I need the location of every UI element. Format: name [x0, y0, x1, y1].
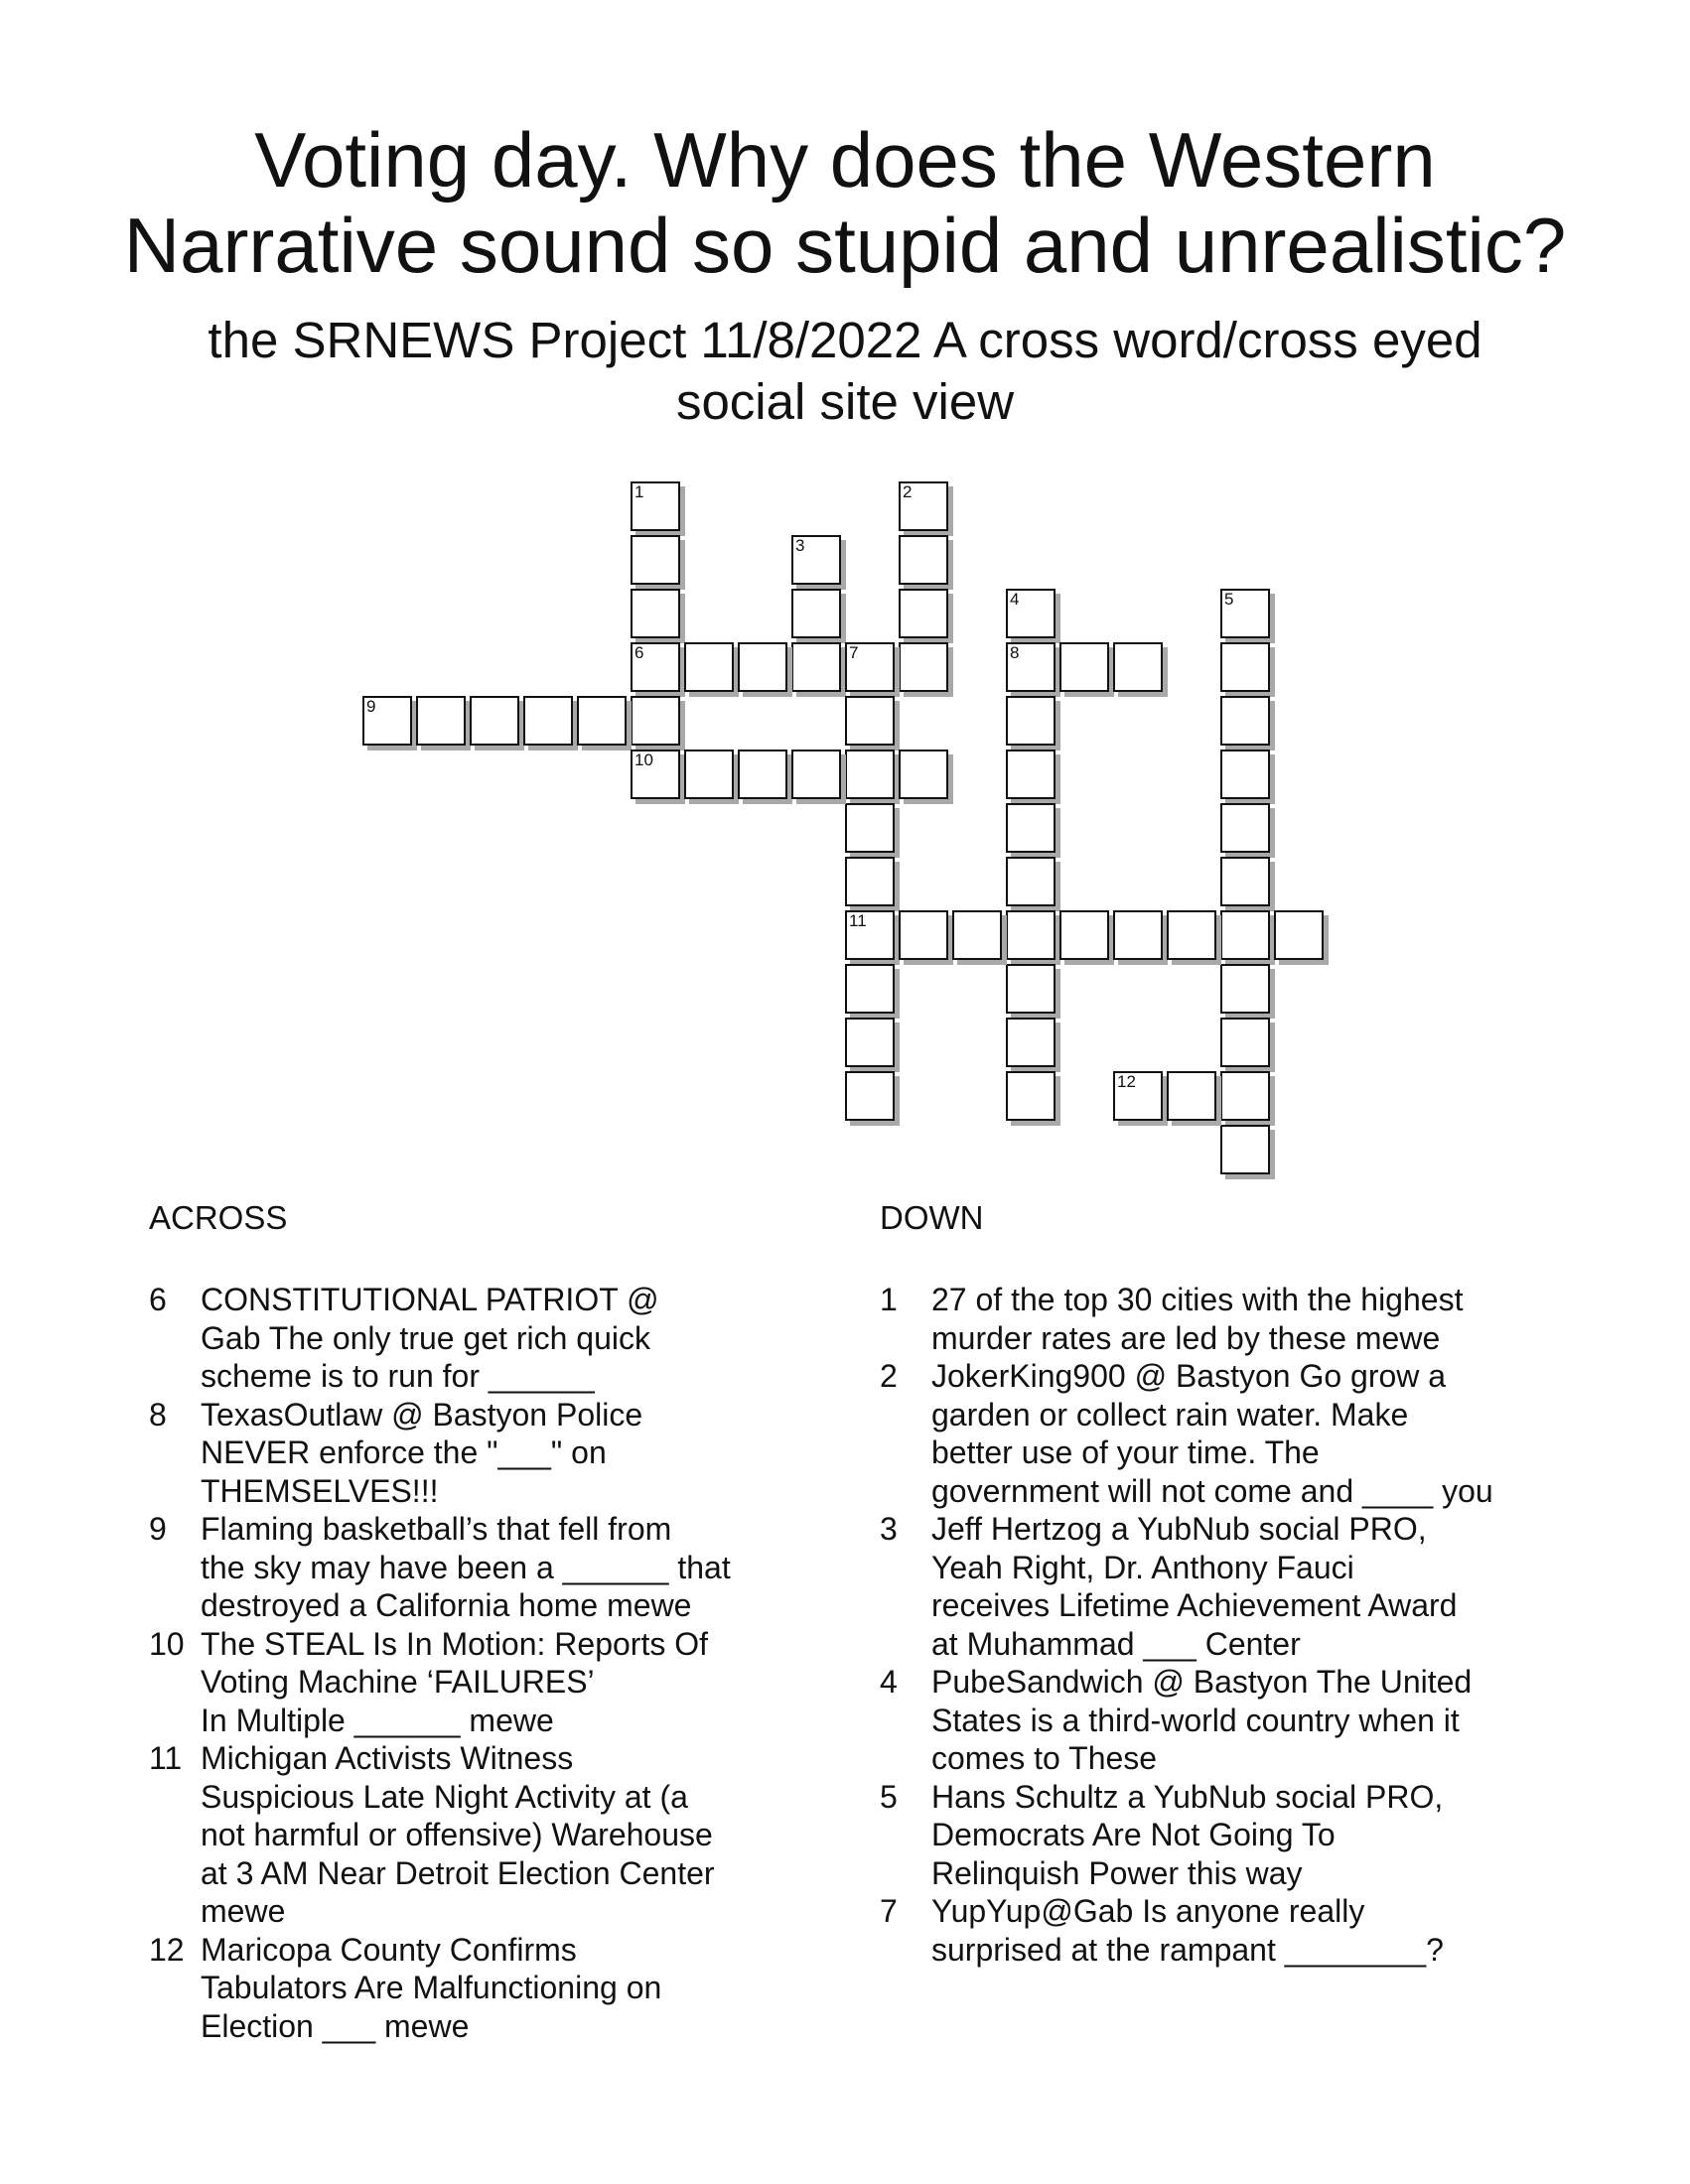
grid-cell[interactable] [1167, 1071, 1216, 1121]
clue-text-line: mewe [201, 1893, 286, 1929]
grid-cell[interactable] [791, 589, 841, 638]
clue-number: 5 [1224, 590, 1234, 609]
grid-cell[interactable] [684, 642, 734, 692]
clue-number: 11 [849, 911, 867, 930]
grid-cell[interactable] [845, 696, 895, 746]
down-clue [880, 1663, 1493, 1778]
grid-cell[interactable] [577, 696, 627, 746]
grid-cell[interactable] [1113, 910, 1163, 960]
grid-cell[interactable] [470, 696, 519, 746]
clue-number: 2 [903, 482, 913, 501]
clue-number: 6 [149, 1282, 167, 1317]
grid-cell[interactable] [1220, 1018, 1270, 1067]
clue-number: 11 [149, 1740, 183, 1776]
grid-cell[interactable] [738, 750, 787, 799]
grid-cell[interactable] [1006, 750, 1056, 799]
grid-cell[interactable] [899, 750, 948, 799]
grid-cell[interactable] [791, 750, 841, 799]
down-clue [880, 1281, 1493, 1357]
clue-number: 1 [634, 482, 644, 501]
clue-number: 7 [880, 1893, 898, 1929]
clue-number: 12 [149, 1931, 185, 1968]
down-clue-list [880, 1281, 1493, 1969]
title-line-2: Narrative sound so stupid and unrealistic? [123, 202, 1567, 289]
grid-cell[interactable] [952, 910, 1002, 960]
clue-text-line: garden or collect rain water. Make [931, 1396, 1409, 1433]
clue-text-line: destroyed a California home mewe [201, 1587, 692, 1623]
grid-cell[interactable] [1220, 642, 1270, 692]
grid-cell[interactable] [631, 696, 680, 746]
clue-text-line: Maricopa County Confirms [201, 1931, 577, 1968]
grid-cell[interactable] [791, 535, 841, 585]
clue-number: 12 [1117, 1072, 1136, 1091]
grid-cell[interactable] [1006, 589, 1056, 638]
grid-cell[interactable] [845, 964, 895, 1014]
grid-cell[interactable] [631, 750, 680, 799]
clue-number: 8 [149, 1396, 167, 1433]
across-clue [149, 1281, 731, 1396]
grid-cell[interactable] [1113, 1071, 1163, 1121]
grid-cell[interactable] [523, 696, 573, 746]
clue-text-line: PubeSandwich @ Bastyon The United [931, 1664, 1473, 1700]
clue-number: 7 [849, 643, 859, 662]
grid-cell[interactable] [845, 642, 895, 692]
clue-text-line: surprised at the rampant ________? [931, 1931, 1444, 1968]
clue-text-line: government will not come and ____ you [931, 1472, 1493, 1509]
grid-cell[interactable] [1220, 696, 1270, 746]
grid-cell[interactable] [1220, 910, 1270, 960]
clue-number: 9 [366, 697, 376, 716]
clue-text-line: Voting Machine ‘FAILURES’ [201, 1664, 595, 1700]
grid-cell[interactable] [1059, 910, 1109, 960]
grid-cell[interactable] [845, 803, 895, 853]
grid-cell[interactable] [1006, 803, 1056, 853]
grid-cell[interactable] [899, 481, 948, 531]
grid-cell[interactable] [1274, 910, 1324, 960]
grid-cell[interactable] [899, 589, 948, 638]
clue-text-line: 27 of the top 30 cities with the highest [931, 1282, 1464, 1317]
clue-number: 4 [1010, 590, 1020, 609]
grid-cell[interactable] [1006, 642, 1056, 692]
clue-text-line: not harmful or offensive) Warehouse [201, 1817, 713, 1852]
down-clue [880, 1357, 1493, 1510]
clue-text-line: receives Lifetime Achievement Award [931, 1587, 1458, 1623]
grid-cell[interactable] [631, 589, 680, 638]
clue-text-line: Tabulators Are Malfunctioning on [201, 1970, 662, 2005]
grid-cell[interactable] [1006, 964, 1056, 1014]
grid-cell[interactable] [845, 910, 895, 960]
page-subtitle [0, 310, 1690, 433]
clue-text-line: Relinquish Power this way [931, 1854, 1303, 1891]
grid-cell[interactable] [631, 481, 680, 531]
across-clue [149, 1396, 731, 1511]
title-line-1: Voting day. Why does the Western [254, 116, 1436, 204]
clue-text-line: YupYup@Gab Is anyone really [931, 1893, 1365, 1929]
clue-number: 6 [634, 643, 644, 662]
grid-cell[interactable] [738, 642, 787, 692]
across-clue-list [149, 1281, 731, 2045]
grid-cell[interactable] [1220, 1071, 1270, 1121]
clue-text-line: THEMSELVES!!! [201, 1472, 439, 1509]
clue-text-line: at 3 AM Near Detroit Election Center [201, 1854, 715, 1891]
clue-number: 10 [634, 751, 653, 769]
across-clue [149, 1931, 731, 2046]
down-clue [880, 1510, 1493, 1663]
across-clue [149, 1739, 731, 1931]
clue-text-line: scheme is to run for ______ [201, 1358, 595, 1394]
subtitle-line-2: social site view [675, 373, 1015, 430]
grid-cell[interactable] [845, 857, 895, 906]
grid-cell[interactable] [845, 750, 895, 799]
subtitle-line-1: the SRNEWS Project 11/8/2022 A cross word/cross eyed [208, 312, 1482, 368]
down-heading: DOWN [880, 1199, 984, 1236]
clue-text-line: Gab The only true get rich quick [201, 1319, 650, 1356]
across-clue [149, 1510, 731, 1625]
grid-cell[interactable] [845, 1071, 895, 1121]
clue-text-line: TexasOutlaw @ Bastyon Police [201, 1396, 643, 1433]
grid-cell[interactable] [1006, 1071, 1056, 1121]
down-clue [880, 1892, 1493, 1969]
clue-text-line: Suspicious Late Night Activity at (a [201, 1778, 688, 1815]
clue-text-line: Hans Schultz a YubNub social PRO, [931, 1778, 1444, 1815]
clue-text-line: States is a third-world country when it [931, 1702, 1460, 1738]
grid-cell[interactable] [416, 696, 466, 746]
grid-cell[interactable] [684, 750, 734, 799]
clue-text-line: Michigan Activists Witness [201, 1740, 574, 1776]
clue-number: 5 [880, 1778, 898, 1815]
clue-text-line: Election ___ mewe [201, 2007, 470, 2044]
clue-number: 1 [880, 1282, 898, 1317]
grid-cell[interactable] [362, 696, 412, 746]
clue-text-line: better use of your time. The [931, 1434, 1320, 1470]
grid-cell[interactable] [1220, 1125, 1270, 1174]
clue-text-line: NEVER enforce the "___" on [201, 1434, 607, 1470]
grid-cell[interactable] [1006, 857, 1056, 906]
clue-text-line: Flaming basketball’s that fell from [201, 1511, 672, 1547]
clue-text-line: Yeah Right, Dr. Anthony Fauci [931, 1549, 1354, 1585]
clue-text-line: Democrats Are Not Going To [931, 1817, 1336, 1852]
clue-number: 9 [149, 1511, 167, 1547]
grid-cell[interactable] [791, 642, 841, 692]
grid-cell[interactable] [1113, 642, 1163, 692]
grid-cell[interactable] [1220, 589, 1270, 638]
across-clue [149, 1625, 731, 1740]
clue-number: 4 [880, 1664, 898, 1700]
grid-cell[interactable] [1220, 857, 1270, 906]
grid-cell[interactable] [1059, 642, 1109, 692]
grid-cell[interactable] [631, 535, 680, 585]
clue-text-line: at Muhammad ___ Center [931, 1625, 1301, 1662]
grid-cell[interactable] [899, 642, 948, 692]
grid-cell[interactable] [1006, 910, 1056, 960]
clue-number: 3 [880, 1511, 898, 1547]
grid-cell[interactable] [1006, 1018, 1056, 1067]
clue-number: 8 [1010, 643, 1020, 662]
grid-cell[interactable] [845, 1018, 895, 1067]
page-title [0, 117, 1690, 288]
grid-cell[interactable] [899, 910, 948, 960]
grid-cell[interactable] [1220, 803, 1270, 853]
grid-cell[interactable] [899, 535, 948, 585]
clue-text-line: comes to These [931, 1740, 1158, 1776]
across-heading: ACROSS [149, 1199, 288, 1236]
down-clue [880, 1778, 1493, 1893]
grid-cell[interactable] [1220, 750, 1270, 799]
clue-text-line: the sky may have been a ______ that [201, 1549, 731, 1585]
clue-text-line: In Multiple ______ mewe [201, 1702, 554, 1738]
grid-cell[interactable] [1220, 964, 1270, 1014]
grid-cell[interactable] [1006, 696, 1056, 746]
clue-number: 2 [880, 1358, 898, 1394]
clue-text-line: Jeff Hertzog a YubNub social PRO, [931, 1511, 1427, 1547]
grid-cell[interactable] [631, 642, 680, 692]
clue-number: 3 [795, 536, 805, 555]
clue-text-line: The STEAL Is In Motion: Reports Of [201, 1625, 709, 1662]
clue-text-line: murder rates are led by these mewe [931, 1319, 1441, 1356]
clue-text-line: JokerKing900 @ Bastyon Go grow a [931, 1358, 1447, 1394]
clue-text-line: CONSTITUTIONAL PATRIOT @ [201, 1282, 659, 1317]
clue-number: 10 [149, 1625, 185, 1662]
grid-cell[interactable] [1167, 910, 1216, 960]
